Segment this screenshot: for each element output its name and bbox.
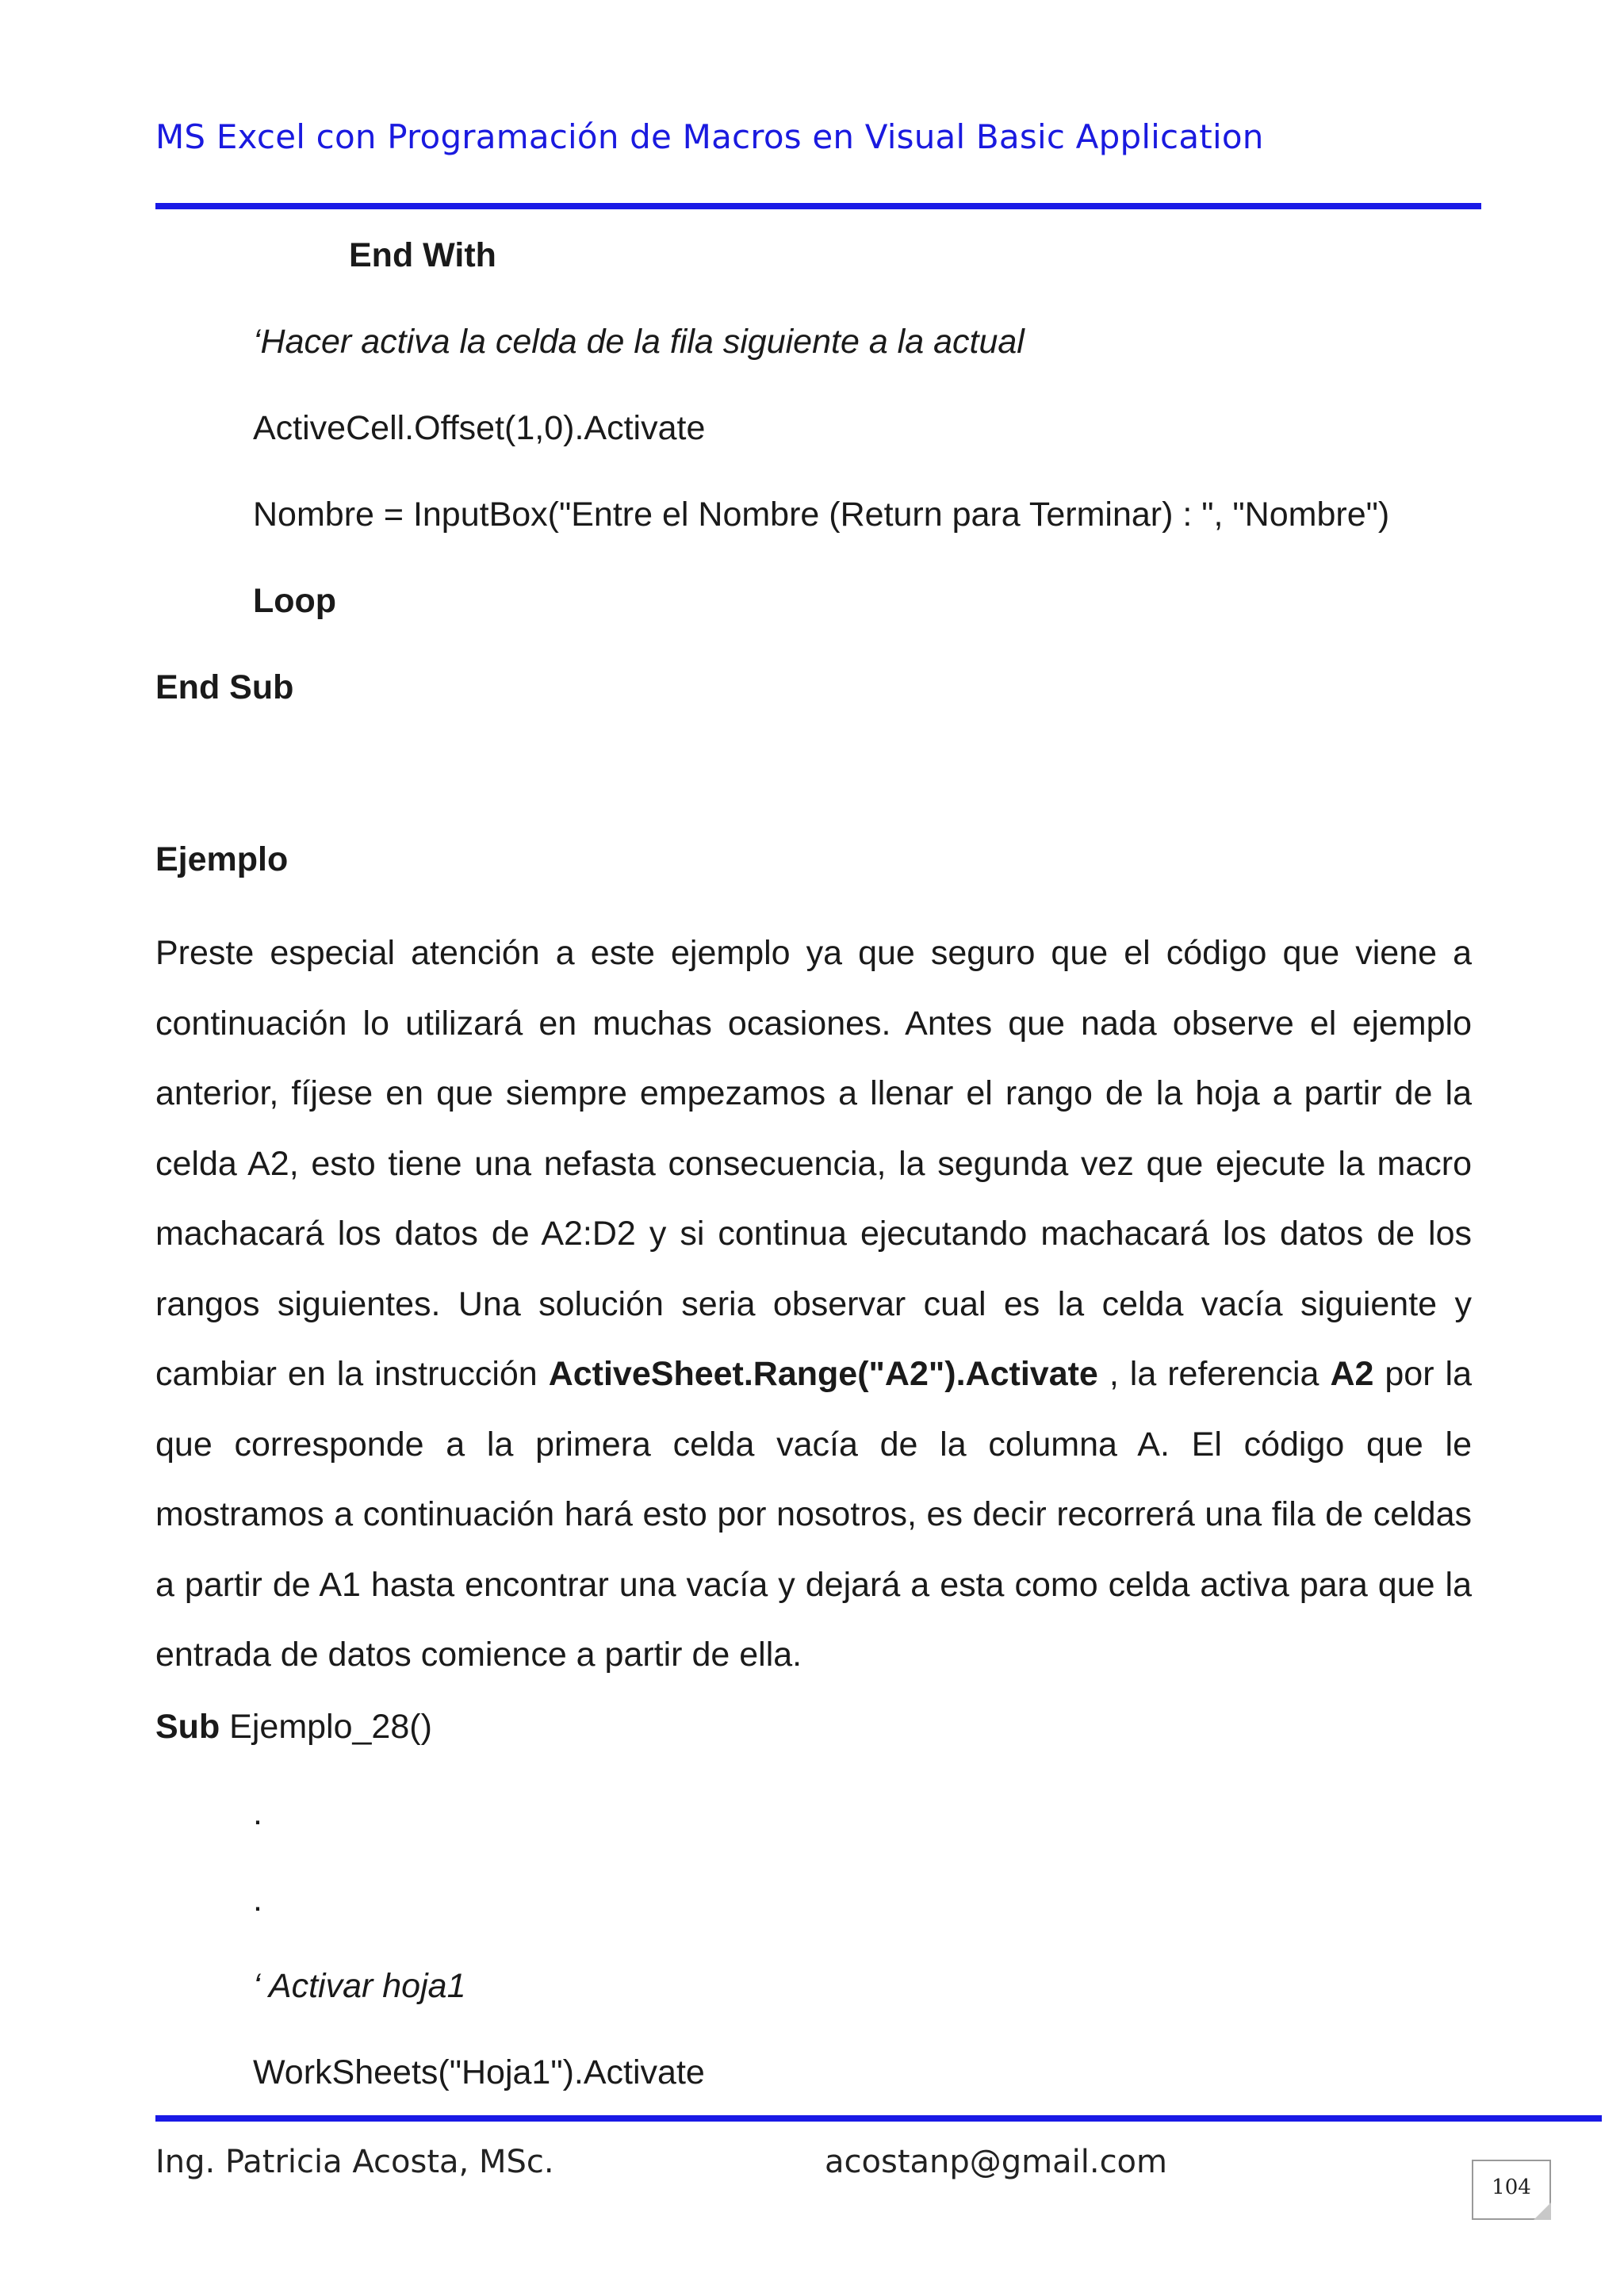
page-number: 104 (1492, 2175, 1531, 2199)
code-sub-keyword: Sub (155, 1708, 220, 1746)
footer-author: Ing. Patricia Acosta, MSc. (155, 2144, 554, 2180)
paragraph-bold-reference: A2 (1330, 1355, 1374, 1393)
code-comment-activate-sheet: ‘ Activar hoja1 (253, 1967, 466, 2005)
paragraph-text-2: , la referencia (1097, 1355, 1331, 1393)
footer-email: acostanp@gmail.com (825, 2144, 1167, 2180)
body-paragraph (155, 918, 1472, 1690)
code-end-with: End With (349, 236, 496, 274)
section-heading: Ejemplo (155, 840, 289, 878)
page-fold-corner (1534, 2202, 1551, 2220)
code-offset-line: ActiveCell.Offset(1,0).Activate (253, 409, 706, 447)
code-inputbox-line: Nombre = InputBox("Entre el Nombre (Return para Terminar) : ", "Nombre") (253, 496, 1390, 534)
code-comment-activate-next: ‘Hacer activa la celda de la fila siguiente a la actual (253, 323, 1025, 361)
code-ellipsis-dot-2: . (253, 1881, 262, 1919)
footer-divider (155, 2115, 1602, 2122)
code-sub-declaration (155, 1706, 432, 1749)
code-worksheets-activate: WorkSheets("Hoja1").Activate (253, 2053, 705, 2091)
document-header-title: MS Excel con Programación de Macros en Visual Basic Application (155, 117, 1264, 156)
paragraph-text-3: por la que corresponde a la primera celda vacía de la columna A. El código que le mostramos a continuación hará esto por nosotros, es decir recorrerá una fila de celdas a partir de A1 hasta encontrar una vacía y dejará a esta como celda activa para que la entrada de datos comience a partir de ella. (155, 1355, 1472, 1674)
paragraph-bold-instruction: ActiveSheet.Range("A2").Activate (548, 1355, 1098, 1393)
header-divider (155, 203, 1481, 209)
code-end-sub: End Sub (155, 668, 294, 706)
code-sub-name: Ejemplo_28() (220, 1708, 432, 1746)
paragraph-text-1: Preste especial atención a este ejemplo ya que seguro que el código que viene a continuación lo utilizará en muchas ocasiones. Antes que nada observe el ejemplo anterior, fíjese en que siempre empezamos a llenar el rango de la hoja a partir de la celda A2, esto tiene una nefasta consecuencia, la segunda vez que ejecute la macro machacará los datos de A2:D2 y si continua ejecutando machacará los datos de los rangos siguientes. Una solución seria observar cual es la celda vacía siguiente y cambiar en la instrucción (155, 934, 1472, 1393)
code-loop: Loop (253, 582, 337, 620)
page-number-badge (1472, 2160, 1551, 2220)
code-ellipsis-dot-1: . (253, 1794, 262, 1832)
